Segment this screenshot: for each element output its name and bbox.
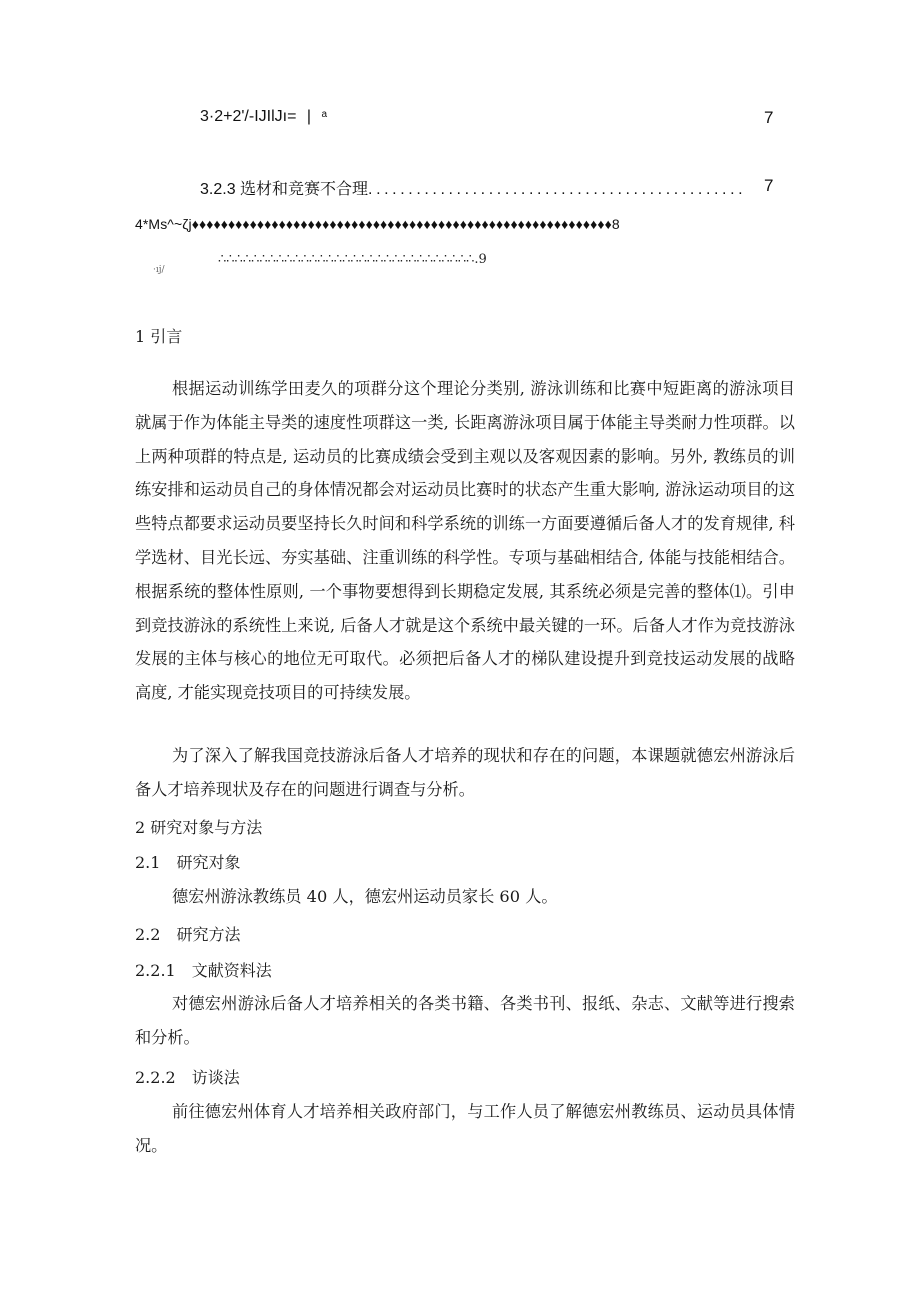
- toc-entry-a-bar: |: [306, 108, 312, 125]
- toc-entry-b: [200, 176, 746, 199]
- toc-entry-d: [153, 257, 165, 276]
- toc-entry-b-label: 3.2.3 选材和竞赛不合理: [200, 181, 369, 198]
- section-2-1-text: 德宏州游泳教练员 40 人，德宏州运动员家长 60 人。: [172, 887, 558, 906]
- section-2-2-1-text: 对德宏州游泳后备人才培养相关的各类书籍、各类书刊、报纸、杂志、文献等进行搜索和分析。: [135, 994, 795, 1047]
- section-2-2-1-heading: 2.2.1 文献资料法: [135, 961, 272, 980]
- section-2-2-2-text: 前往德宏州体育人才培养相关政府部门，与工作人员了解德宏州教练员、运动员具体情况。: [135, 1102, 795, 1155]
- toc-entry-d-label: ·ıj/: [153, 265, 165, 275]
- section-2-2-2-heading: 2.2.2 访谈法: [135, 1068, 240, 1087]
- section-2-1-heading: 2.1 研究对象: [135, 853, 241, 872]
- intro-paragraph-2: 为了深入了解我国竞技游泳后备人才培养的现状和存在的问题，本课题就德宏州游泳后备人才培养现状及存在的问题进行调查与分析。: [135, 746, 795, 799]
- toc-entry-c: 4*Ms^~ζj♦♦♦♦♦♦♦♦♦♦♦♦♦♦♦♦♦♦♦♦♦♦♦♦♦♦♦♦♦♦♦♦♦♦♦♦♦♦♦♦♦♦♦♦♦♦♦♦♦♦♦♦♦♦♦♦♦♦8: [135, 216, 620, 232]
- toc-entry-a-label: 3·2+2'/-IJIlJı=: [200, 108, 297, 125]
- intro-paragraph-1: 根据运动训练学田麦久的项群分这个理论分类别, 游泳训练和比赛中短距离的游泳项目就属于作为体能主导类的速度性项群这一类, 长距离游泳项目属于体能主导类耐力性项群。以上两种项群的特点是, 运动员的比赛成绩会受到主观以及客观因素的影响。另外, 教练员的训练安排和运动员自己的身体情况都会对运动员比赛时的状态产生重大影响, 游泳运动项目的这些特点都要求运动员要坚持长久时间和科学系统的训练一方面要遵循后备人才的发育规律, 科学选材、目光长远、夯实基础、注重训练的科学性。专项与基础相结合, 体能与技能相结合。根据系统的整体性原则, 一个事物要想得到长期稳定发展, 其系统必须是完善的整体⑴。引申到竞技游泳的系统性上来说, 后备人才就是这个系统中最关键的一环。后备人才作为竞技游泳发展的主体与核心的地位无可取代。必须把后备人才的梯队建设提升到竞技运动发展的战略高度, 才能实现竞技项目的可持续发展。: [135, 379, 795, 703]
- toc-entry-a: [200, 108, 327, 126]
- section-2-heading: 2 研究对象与方法: [135, 818, 263, 837]
- toc-entry-d-dots: ∴∴∴∴∴∴∴∴∴∴∴∴∴∴∴∴∴∴∴∴∴∴∴∴∴∴∴∴∴∴∴.9: [218, 252, 487, 267]
- toc-entry-a-page: 7: [764, 108, 774, 127]
- toc-entry-b-page: 7: [764, 176, 774, 195]
- section-2-2-heading: 2.2 研究方法: [135, 925, 241, 944]
- toc-entry-a-mark: a: [321, 109, 328, 120]
- toc-entry-b-dots: ...............................................: [368, 181, 747, 198]
- intro-heading: 1 引言: [135, 327, 183, 346]
